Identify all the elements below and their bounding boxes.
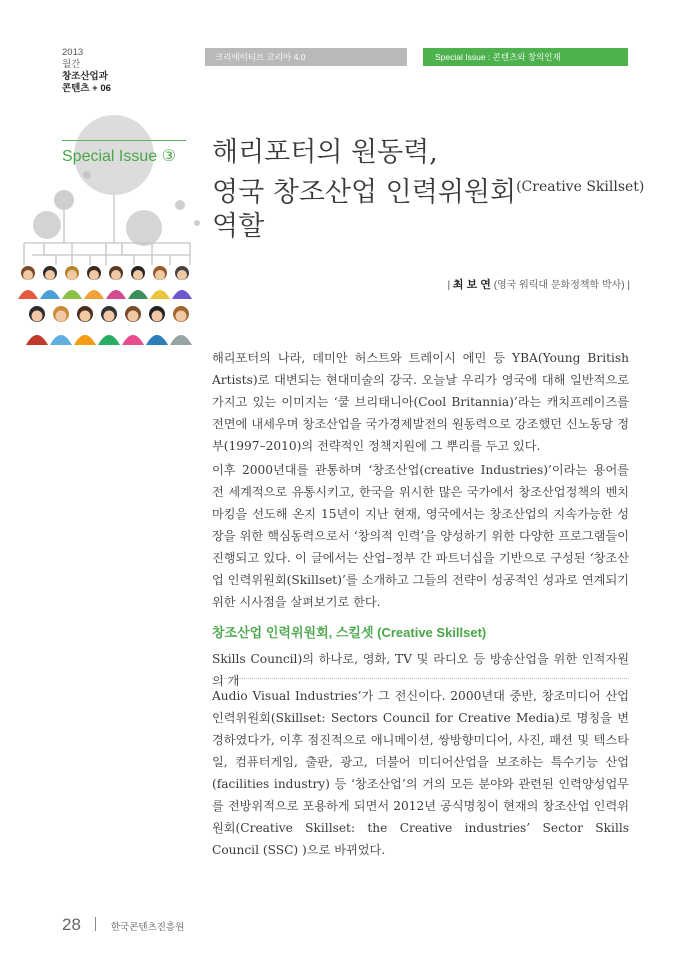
author-name: 최 보 연 bbox=[452, 279, 491, 291]
paragraph-intro: 해리포터의 나라, 데미안 허스트와 트레이시 에민 등 YBA(Young British Artists)로 대변되는 현대미술의 강국. 오늘날 우리가 영국에 대해 일반적으로 가지고 있는 이미지는 ‘쿨 브리태니아(Cool Britannia)’라는 캐치프레이즈를 전면에 내세우며 창조산업을 국가경제발전의 원동력으로 강조했던 신노동당 정부(1997–2010)의 전략적인 정책지원에 그 뿌리를 두고 있다. bbox=[212, 351, 629, 453]
dotted-divider bbox=[212, 678, 629, 679]
paragraph-overview: 이후 2000년대를 관통하며 ‘창조산업(creative Industries)’이라는 용어를 전 세계적으로 유통시키고, 한국을 위시한 많은 국가에서 창조산업정책의 벤치마킹을 선도해 온지 15년이 지난 현재, 영국에서는 창조산업의 지속가능한 성장을 위한 핵심동력으로서 ‘창의적 인력’을 양성하기 위한 다양한 프로그램들이 진행되고 있다. 이 글에서는 산업–정부 간 파트너십을 기반으로 구성된 ‘창조산업 인력위원회(Skillset)’를 소개하고 그들의 전략이 성공적인 성과로 연계되기 위한 시사점을 살펴보기로 한다. bbox=[212, 463, 629, 609]
people-row-1 bbox=[18, 266, 192, 299]
special-issue-rule bbox=[62, 140, 186, 141]
magazine-name-line2: 콘텐츠 + 06 bbox=[62, 83, 111, 94]
author-affiliation: (영국 워릭대 문화정책학 박사) bbox=[493, 280, 625, 291]
magazine-name-line1: 창조산업과 bbox=[62, 71, 108, 82]
title-line-1: 해리포터의 원동력, bbox=[212, 137, 438, 168]
issue-theme-bar: Special Issue : 콘텐츠와 창의인재 bbox=[423, 48, 628, 66]
issue-year: 2013 bbox=[62, 47, 84, 58]
title-line-3: 역할 bbox=[212, 211, 265, 242]
series-bar: 크리에이티브 코리아 4.0 bbox=[205, 48, 407, 66]
publisher-name: 한국콘텐츠진흥원 bbox=[110, 922, 185, 933]
people-row-2 bbox=[26, 306, 192, 345]
footer-separator bbox=[95, 917, 96, 931]
title-line-2: 영국 창조산업 인력위원회$^{(Creative Skillset)}$ bbox=[212, 177, 645, 208]
article-title bbox=[212, 136, 652, 244]
special-issue-label: Special Issue ③ bbox=[62, 148, 176, 165]
paragraph-skillset-history: Audio Visual Industries’가 그 전신이다. 2000년대 중반, 창조미디어 산업 인력위원회(Skillset: Sectors Council for Creative Media)로 명칭을 변경하였다가, 이후 점진적으로 애니메이션, 쌍방향미디어, 사진, 패션 및 텍스타일, 컴퓨터게임, 출판, 광고, 더불어 미디어산업을 보조하는 특수기능 산업 (facilities industry) 등 ‘창조산업’의 거의 모든 분야와 관련된 인력양성업무를 전방위적으로 포용하게 되면서 2012년 공식명칭이 현재의 창조산업 인력위원회(Creative Skillset: the Creative industries’ Sector Skills Council (SSC) )으로 바뀌었다. bbox=[212, 689, 629, 857]
issue-info bbox=[62, 47, 111, 95]
issue-frequency: 월간 bbox=[62, 59, 81, 70]
page-number: 28 bbox=[62, 915, 81, 934]
paragraph-skillset-partial: Skills Council)의 하나로, 영화, TV 및 라디오 등 방송산업을 위한 인적자원의 개 bbox=[212, 652, 629, 688]
title-subtitle-en: (Creative Skillset) bbox=[516, 179, 645, 195]
section-heading: 창조산업 인력위원회, 스킬셋 (Creative Skillset) bbox=[212, 625, 487, 640]
author-byline: | 최 보 연 (영국 워릭대 문화정책학 박사) | bbox=[447, 279, 630, 291]
page-footer bbox=[62, 915, 184, 935]
